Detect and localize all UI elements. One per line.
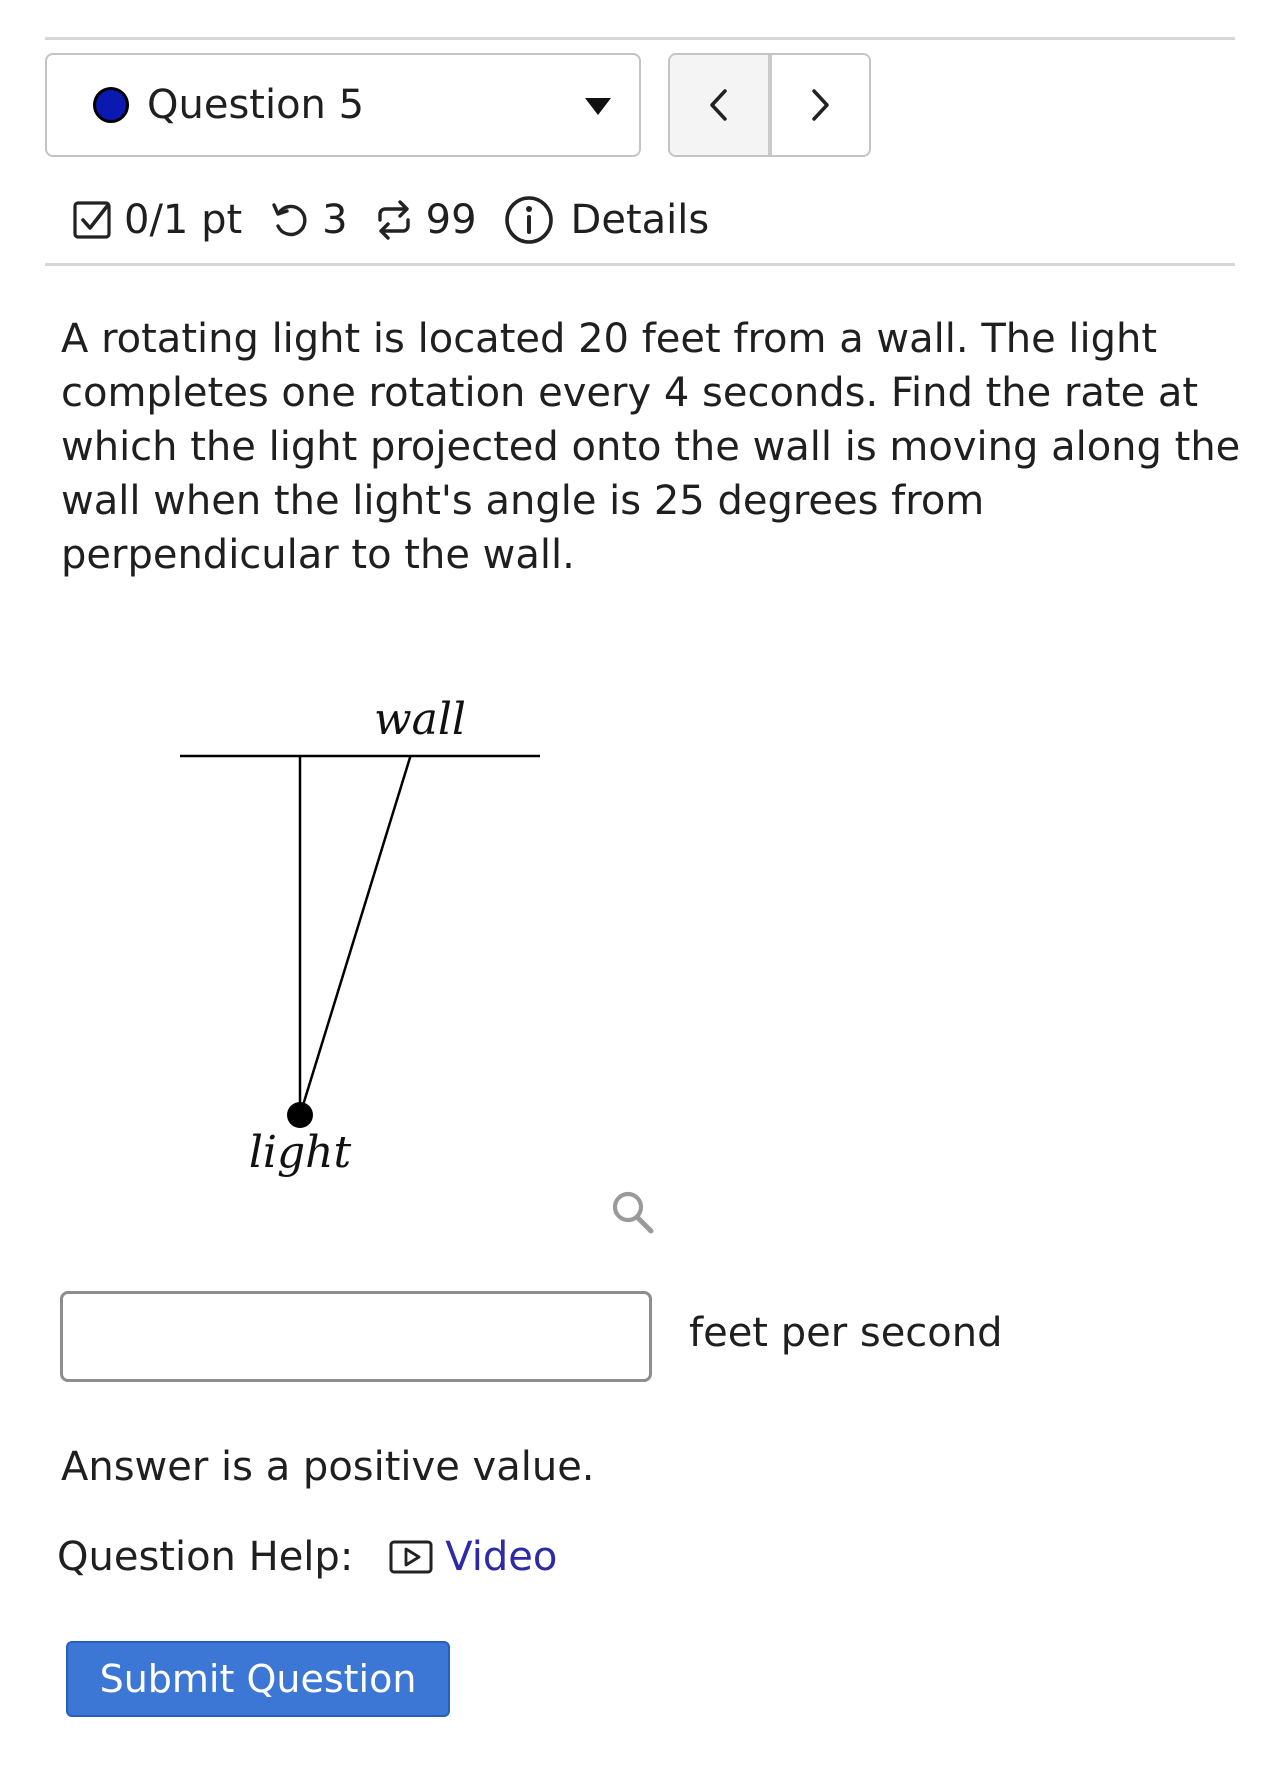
- score-text: 0/1 pt: [124, 197, 243, 243]
- caret-down-icon: [585, 98, 611, 115]
- chevron-right-icon: [808, 87, 832, 123]
- beam-line: [300, 756, 410, 1115]
- attempts-info: [372, 197, 477, 243]
- header-divider: [45, 263, 1235, 266]
- repeat-icon: [372, 198, 416, 242]
- retries-count: 3: [322, 197, 348, 243]
- answer-input[interactable]: [60, 1291, 652, 1382]
- question-nav-group: [668, 53, 871, 157]
- problem-text: A rotating light is located 20 feet from a wall. The light completes one rotation every 4 seconds. Find the rate at which the light projected onto the wall is moving along the wall when the light's angle is 25 degrees from perpendicular to the wall.: [61, 316, 1241, 578]
- top-divider: [45, 37, 1235, 40]
- details-toggle[interactable]: [503, 194, 710, 246]
- question-help: [57, 1534, 557, 1580]
- question-selector-label: Question 5: [147, 82, 365, 128]
- chevron-left-icon: [707, 87, 731, 123]
- question-status-dot: [93, 87, 129, 123]
- question-selector[interactable]: [45, 53, 641, 157]
- submit-question-button[interactable]: Submit Question: [66, 1641, 450, 1717]
- video-play-icon: [389, 1539, 435, 1575]
- next-question-button[interactable]: [768, 55, 870, 155]
- light-dot: [287, 1102, 313, 1128]
- previous-question-button[interactable]: [670, 55, 768, 155]
- retry-icon: [270, 200, 310, 240]
- score-info: [72, 197, 242, 243]
- video-help-link[interactable]: [389, 1534, 557, 1580]
- answer-hint: Answer is a positive value.: [61, 1444, 595, 1490]
- question-help-label: Question Help:: [57, 1534, 354, 1580]
- info-icon: [503, 194, 555, 246]
- details-label: Details: [570, 197, 710, 243]
- wall-label: wall: [373, 694, 467, 745]
- answer-units: feet per second: [689, 1310, 1003, 1356]
- question-meta: [72, 190, 709, 250]
- video-help-label: Video: [445, 1534, 558, 1580]
- magnify-icon[interactable]: [608, 1188, 658, 1238]
- light-label: light: [248, 1127, 352, 1178]
- attempts-count: 99: [425, 197, 477, 243]
- retries-info: [270, 197, 347, 243]
- problem-figure: [170, 690, 590, 1190]
- checkbox-checked-icon: [72, 199, 114, 241]
